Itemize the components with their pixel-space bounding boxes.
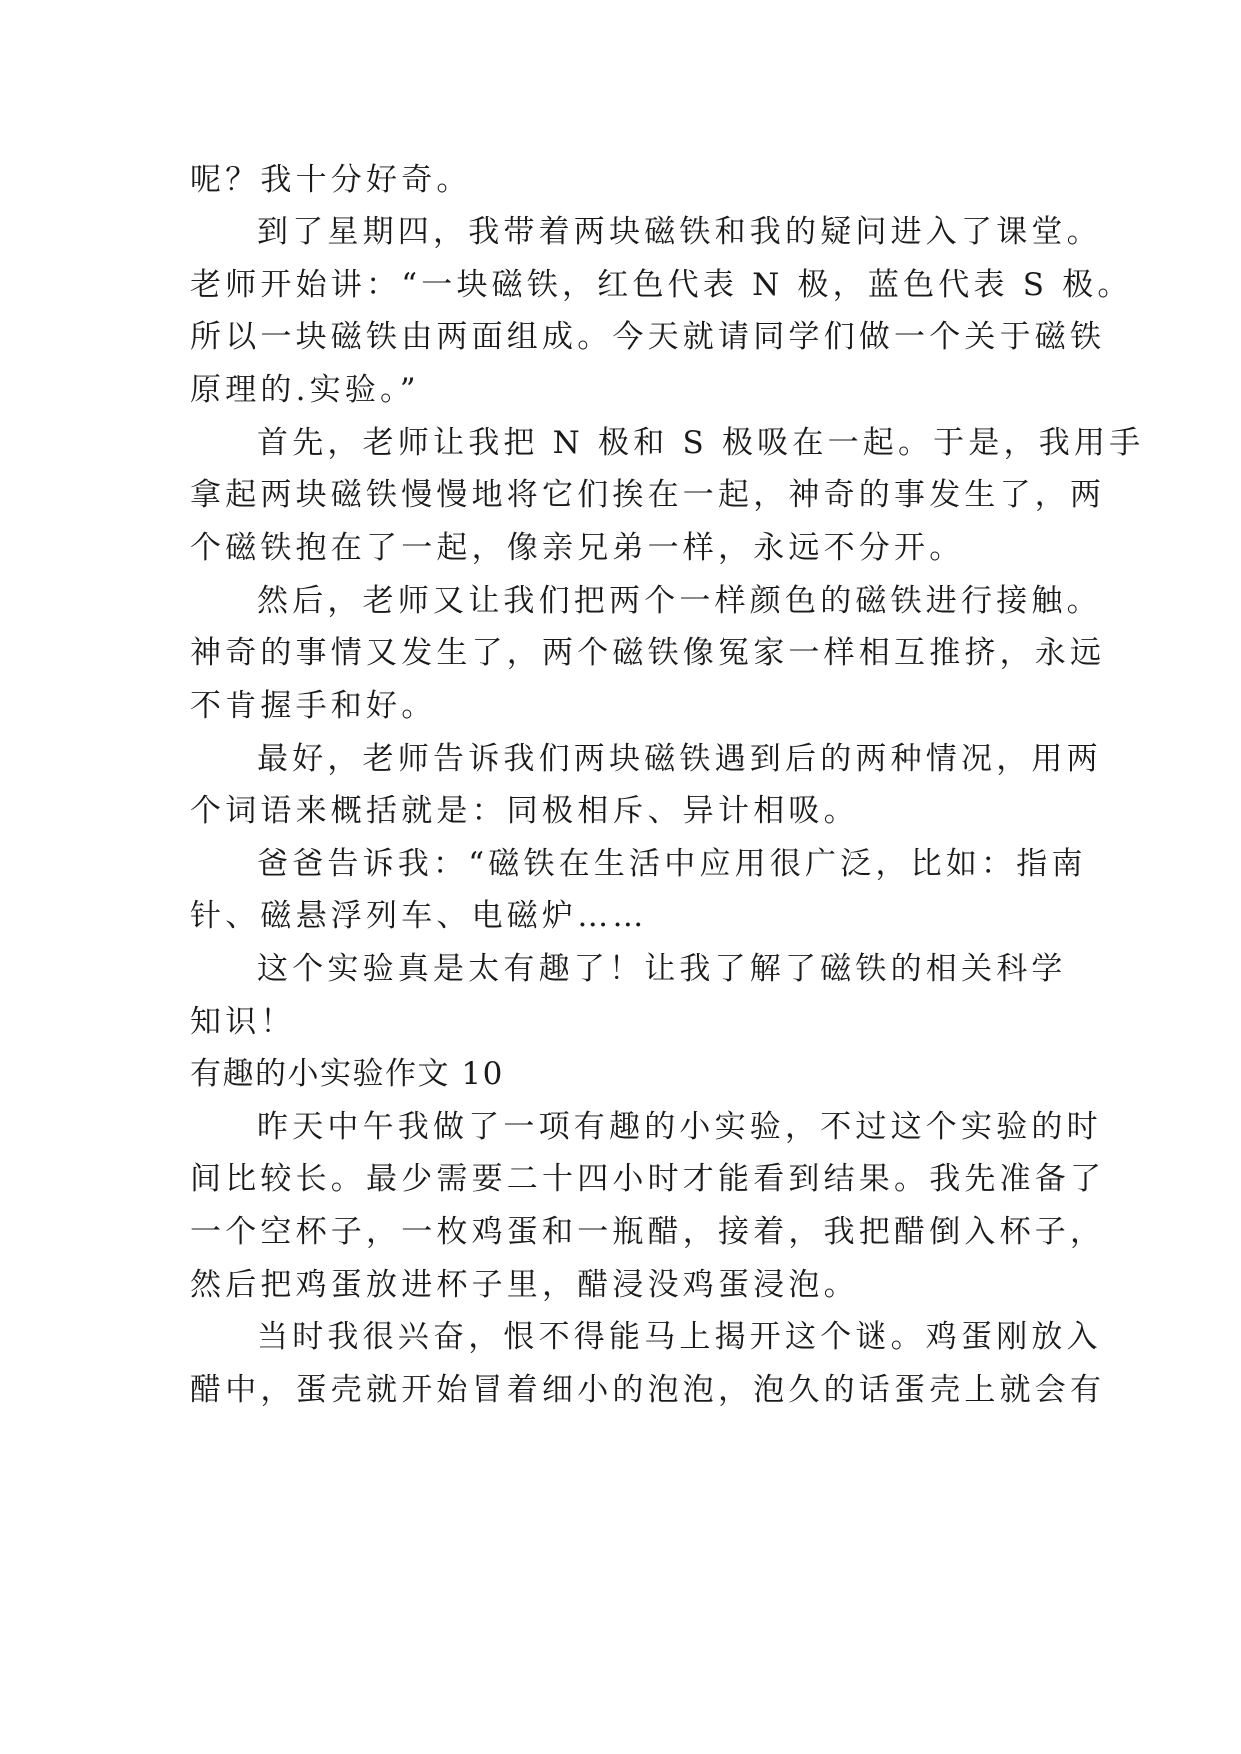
text-line: 不肯握手和好。	[190, 688, 437, 724]
text-line: 知识！	[190, 1004, 296, 1040]
text-line: 个磁铁抱在了一起，像亲兄弟一样，永远不分开。	[190, 530, 965, 566]
text-line: 老师开始讲：“一块磁铁，红色代表 N 极，蓝色代表 S 极。	[190, 267, 1133, 303]
text-line: 然后把鸡蛋放进杯子里，醋浸没鸡蛋浸泡。	[190, 1267, 859, 1303]
section-heading: 有趣的小实验作文 10	[190, 1056, 504, 1092]
text-line: 最好，老师告诉我们两块磁铁遇到后的两种情况，用两	[257, 741, 1102, 777]
text-line: 个词语来概括就是：同极相斥、异计相吸。	[190, 793, 859, 829]
text-line: 针、磁悬浮列车、电磁炉……	[190, 898, 648, 934]
text-line: 昨天中午我做了一项有趣的小实验，不过这个实验的时	[257, 1109, 1102, 1145]
text-line: 醋中，蛋壳就开始冒着细小的泡泡，泡久的话蛋壳上就会有	[190, 1372, 1106, 1408]
text-line: 到了星期四，我带着两块磁铁和我的疑问进入了课堂。	[257, 214, 1102, 250]
text-line: 拿起两块磁铁慢慢地将它们挨在一起，神奇的事发生了，两	[190, 477, 1106, 513]
text-line: 所以一块磁铁由两面组成。今天就请同学们做一个关于磁铁	[190, 319, 1106, 355]
text-line: 首先，老师让我把 N 极和 S 极吸在一起。于是，我用手	[257, 425, 1145, 461]
text-line: 间比较长。最少需要二十四小时才能看到结果。我先准备了	[190, 1161, 1106, 1197]
text-line: 然后，老师又让我们把两个一样颜色的磁铁进行接触。	[257, 583, 1102, 619]
text-line: 一个空杯子，一枚鸡蛋和一瓶醋，接着，我把醋倒入杯子，	[190, 1214, 1106, 1250]
text-line: 爸爸告诉我：“磁铁在生活中应用很广泛，比如：指南	[257, 846, 1087, 882]
text-line: 这个实验真是太有趣了！让我了解了磁铁的相关科学	[257, 951, 1067, 987]
text-line: 神奇的事情又发生了，两个磁铁像冤家一样相互推挤，永远	[190, 635, 1106, 671]
text-line: 当时我很兴奋，恨不得能马上揭开这个谜。鸡蛋刚放入	[257, 1319, 1102, 1355]
text-line: 呢？我十分好奇。	[190, 162, 472, 198]
text-line: 原理的.实验。”	[190, 372, 420, 408]
